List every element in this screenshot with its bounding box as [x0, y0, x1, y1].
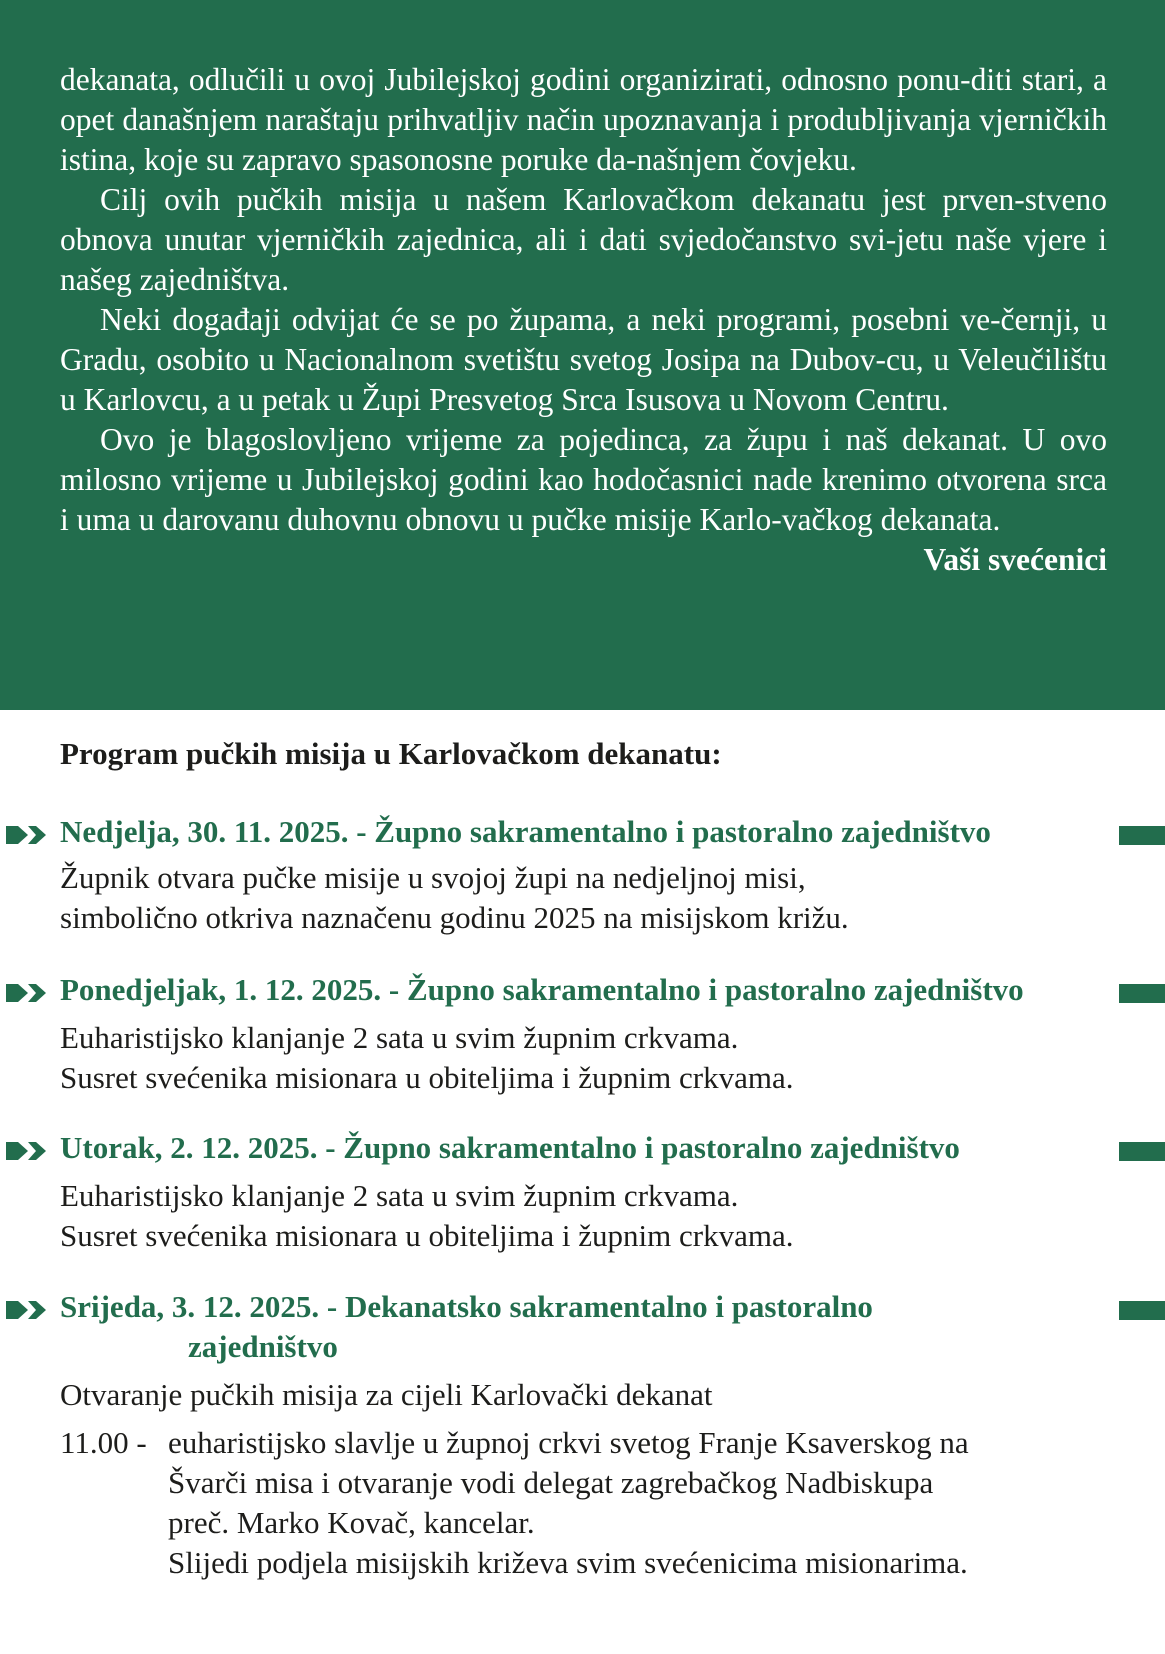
day-line: Susret svećenika misionara u obiteljima i župnim crkvama. — [60, 1218, 794, 1253]
day-title-continuation: zajedništvo — [188, 1329, 338, 1364]
day-title-line: Srijeda, 3. 12. 2025. - Dekanatsko sakramentalno i pastoralno — [60, 1289, 873, 1324]
double-chevron-right-icon — [6, 824, 50, 846]
schedule-line: preč. Marko Kovač, kancelar. — [168, 1505, 535, 1540]
schedule-line: Slijedi podjela misijskih križeva svim svećenicima misionarima. — [168, 1545, 968, 1580]
day-title: Ponedjeljak, 1. 12. 2025. - Župno sakramentalno i pastoralno zajedništvo — [60, 972, 1024, 1007]
double-chevron-right-icon — [6, 1140, 50, 1162]
day-description — [60, 1176, 1120, 1256]
intro-paragraph-3: Neki događaji odvijat će se po župama, a neki programi, posebni ve-černji, u Gradu, osobito u Nacionalnom svetištu svetog Josipa na Dubov-cu, u Veleučilištu u Karlovcu, a u petak u Župi Presvetog Srca Isusova u Novom Centru. — [60, 302, 1107, 417]
intro-paragraph-2: Cilj ovih pučkih misija u našem Karlovačkom dekanatu jest prven-stveno obnova unutar vjerničkih zajednica, ali i dati svjedočanstvo svi-jetu naše vjere i našeg zajedništva. — [60, 182, 1107, 297]
program-heading: Program pučkih misija u Karlovačkom dekanatu: — [60, 736, 722, 771]
intro-paragraph-1: dekanata, odlučili u ovoj Jubilejskoj godini organizirati, odnosno ponu-diti stari, a opet današnjem naraštaju prihvatljiv način upoznavanja i produbljivanja vjerničkih istina, koje su zapravo spasonosne poruke da-našnjem čovjeku. — [60, 62, 1107, 177]
day-title: Utorak, 2. 12. 2025. - Župno sakramentalno i pastoralno zajedništvo — [60, 1130, 960, 1165]
day-line: Otvaranje pučkih misija za cijeli Karlovački dekanat — [60, 1377, 713, 1412]
day-title: Nedjelja, 30. 11. 2025. - Župno sakramentalno i pastoralno zajedništvo — [60, 814, 991, 849]
double-chevron-right-icon — [6, 1299, 50, 1321]
signature: Vaši svećenici — [923, 542, 1107, 577]
day-title — [60, 1287, 1110, 1367]
intro-paragraph-4: Ovo je blagoslovljeno vrijeme za pojedinca, za župu i naš dekanat. U ovo milosno vrijeme u Jubilejskoj godini kao hodočasnici nade krenimo otvorena srca i uma u darovanu duhovnu obnovu u pučke misije Karlo-vačkog dekanata. — [60, 422, 1107, 537]
day-line: Euharistijsko klanjanje 2 sata u svim župnim crkvama. — [60, 1178, 739, 1213]
day-line: Euharistijsko klanjanje 2 sata u svim župnim crkvama. — [60, 1020, 739, 1055]
schedule-description — [168, 1423, 1128, 1583]
schedule-time: 11.00 - — [60, 1425, 147, 1460]
green-bar-marker — [1119, 984, 1165, 1003]
day-description — [60, 1375, 1120, 1415]
green-bar-marker — [1119, 1301, 1165, 1320]
schedule-line: euharistijsko slavlje u župnoj crkvi svetog Franje Ksaverskog na — [168, 1425, 969, 1460]
day-line: simbolično otkriva naznačenu godinu 2025 na misijskom križu. — [60, 900, 849, 935]
day-line: Župnik otvara pučke misije u svojoj župi na nedjeljnoj misi, — [60, 860, 806, 895]
day-description — [60, 1018, 1120, 1098]
day-line: Susret svećenika misionara u obiteljima i župnim crkvama. — [60, 1060, 794, 1095]
day-description — [60, 858, 1120, 938]
green-bar-marker — [1119, 1142, 1165, 1161]
double-chevron-right-icon — [6, 982, 50, 1004]
intro-panel — [0, 0, 1165, 710]
green-bar-marker — [1119, 826, 1165, 845]
schedule-line: Švarči misa i otvaranje vodi delegat zagrebačkog Nadbiskupa — [168, 1465, 934, 1500]
